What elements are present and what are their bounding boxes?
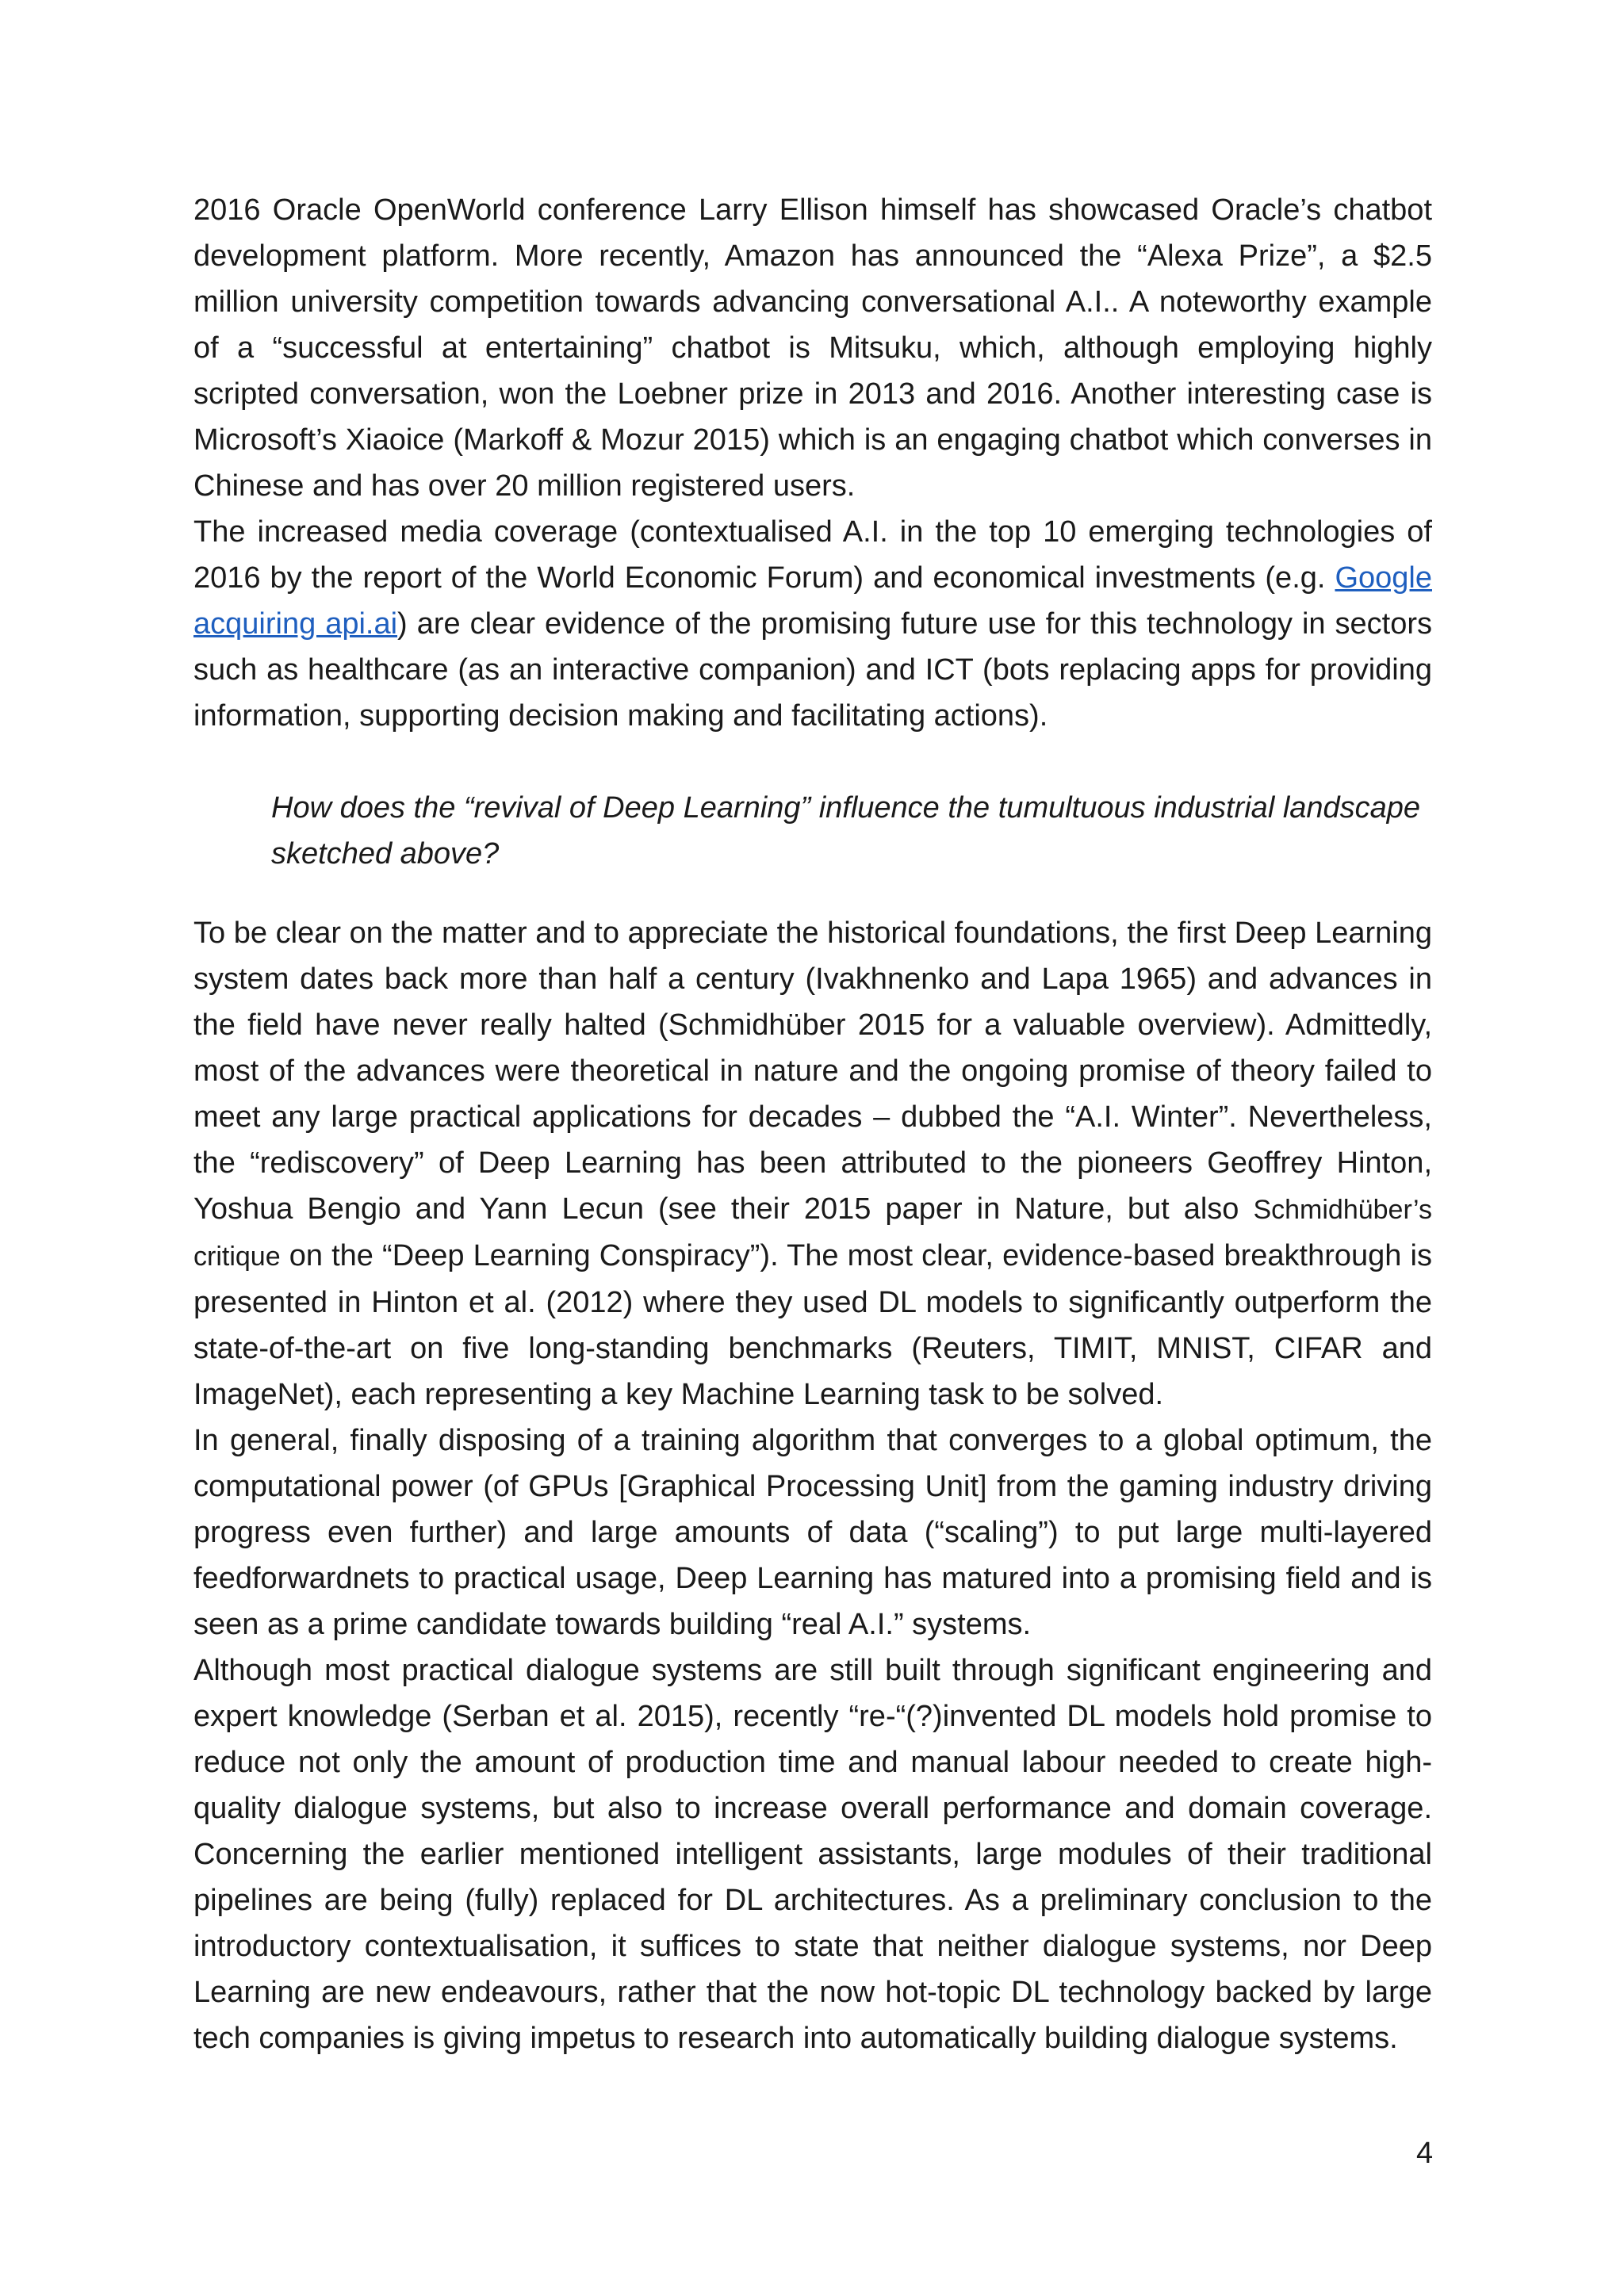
schmidhuber-critique-reference: Schmidhüber’s critique: [193, 1195, 1432, 1272]
paragraph-media-coverage-text-1: The increased media coverage (contextualised A.I. in the top 10 emerging technologies of 2016 by the report of the World Economic Forum) and economical investments (e.g.: [193, 515, 1432, 595]
paragraph-deep-learning-maturity: In general, finally disposing of a training algorithm that converges to a global optimum, the computational power (of GPUs [Graphical Processing Unit] from the gaming industry driving progress even further) and large amounts of data (“scaling”) to put large multi-layered feedforwardnets to practical usage, Deep Learning has matured into a promising field and is seen as a prime candidate towards building “real A.I.” systems.: [193, 1424, 1432, 1641]
paragraph-history-text-1: To be clear on the matter and to appreciate the historical foundations, the first Deep Learning system dates back more than half a century (Ivakhnenko and Lapa 1965) and advances in the field have never really halted (Schmidhüber 2015 for a valuable overview). Admittedly, most of the advances were theoretical in nature and the ongoing promise of theory failed to meet any large practical applications for decades – dubbed the “A.I. Winter”. Nevertheless, the “rediscovery” of Deep Learning has been attributed to the pioneers Geoffrey Hinton, Yoshua Bengio and Yann Lecun (see their 2015 paper in Nature, but also: [193, 916, 1432, 1226]
research-question: How does the “revival of Deep Learning” influence the tumultuous industrial landscape sketched above?: [271, 791, 1421, 871]
paragraph-dialogue-systems: Although most practical dialogue systems are still built through significant engineering and expert knowledge (Serban et al. 2015), recently “re-“(?)invented DL models hold promise to reduce not only the amount of production time and manual labour needed to create high-quality dialogue systems, but also to increase overall performance and domain coverage. Concerning the earlier mentioned intelligent assistants, large modules of their traditional pipelines are being (fully) replaced for DL architectures. As a preliminary conclusion to the introductory contextualisation, it suffices to state that neither dialogue systems, nor Deep Learning are new endeavours, rather that the now hot-topic DL technology backed by large tech companies is giving impetus to research into automatically building dialogue systems.: [193, 1654, 1432, 2055]
google-acquiring-api-ai-link[interactable]: Google acquiring api.ai: [193, 561, 1432, 641]
paragraph-history-text-2: on the “Deep Learning Conspiracy”). The most clear, evidence-based breakthrough is presented in Hinton et al. (2012) where they used DL models to significantly outperform the state-of-the-art on five long-standing benchmarks (Reuters, TIMIT, MNIST, CIFAR and ImageNet), each representing a key Machine Learning task to be solved.: [193, 1239, 1432, 1411]
paragraph-chatbot-examples: 2016 Oracle OpenWorld conference Larry Ellison himself has showcased Oracle’s chatbot development platform. More recently, Amazon has announced the “Alexa Prize”, a $2.5 million university competition towards advancing conversational A.I.. A noteworthy example of a “successful at entertaining” chatbot is Mitsuku, which, although employing highly scripted conversation, won the Loebner prize in 2013 and 2016. Another interesting case is Microsoft’s Xiaoice (Markoff & Mozur 2015) which is an engaging chatbot which converses in Chinese and has over 20 million registered users.: [193, 193, 1432, 503]
paragraph-media-coverage: [193, 509, 1432, 739]
page-number: 4: [1416, 2137, 1434, 2170]
paragraph-deep-learning-history: [193, 910, 1432, 1418]
body-text: [193, 187, 1432, 2061]
paragraph-media-coverage-text-2: ) are clear evidence of the promising future use for this technology in sectors such as healthcare (as an interactive companion) and ICT (bots replacing apps for providing information, supporting decision making and facilitating actions).: [193, 607, 1432, 733]
